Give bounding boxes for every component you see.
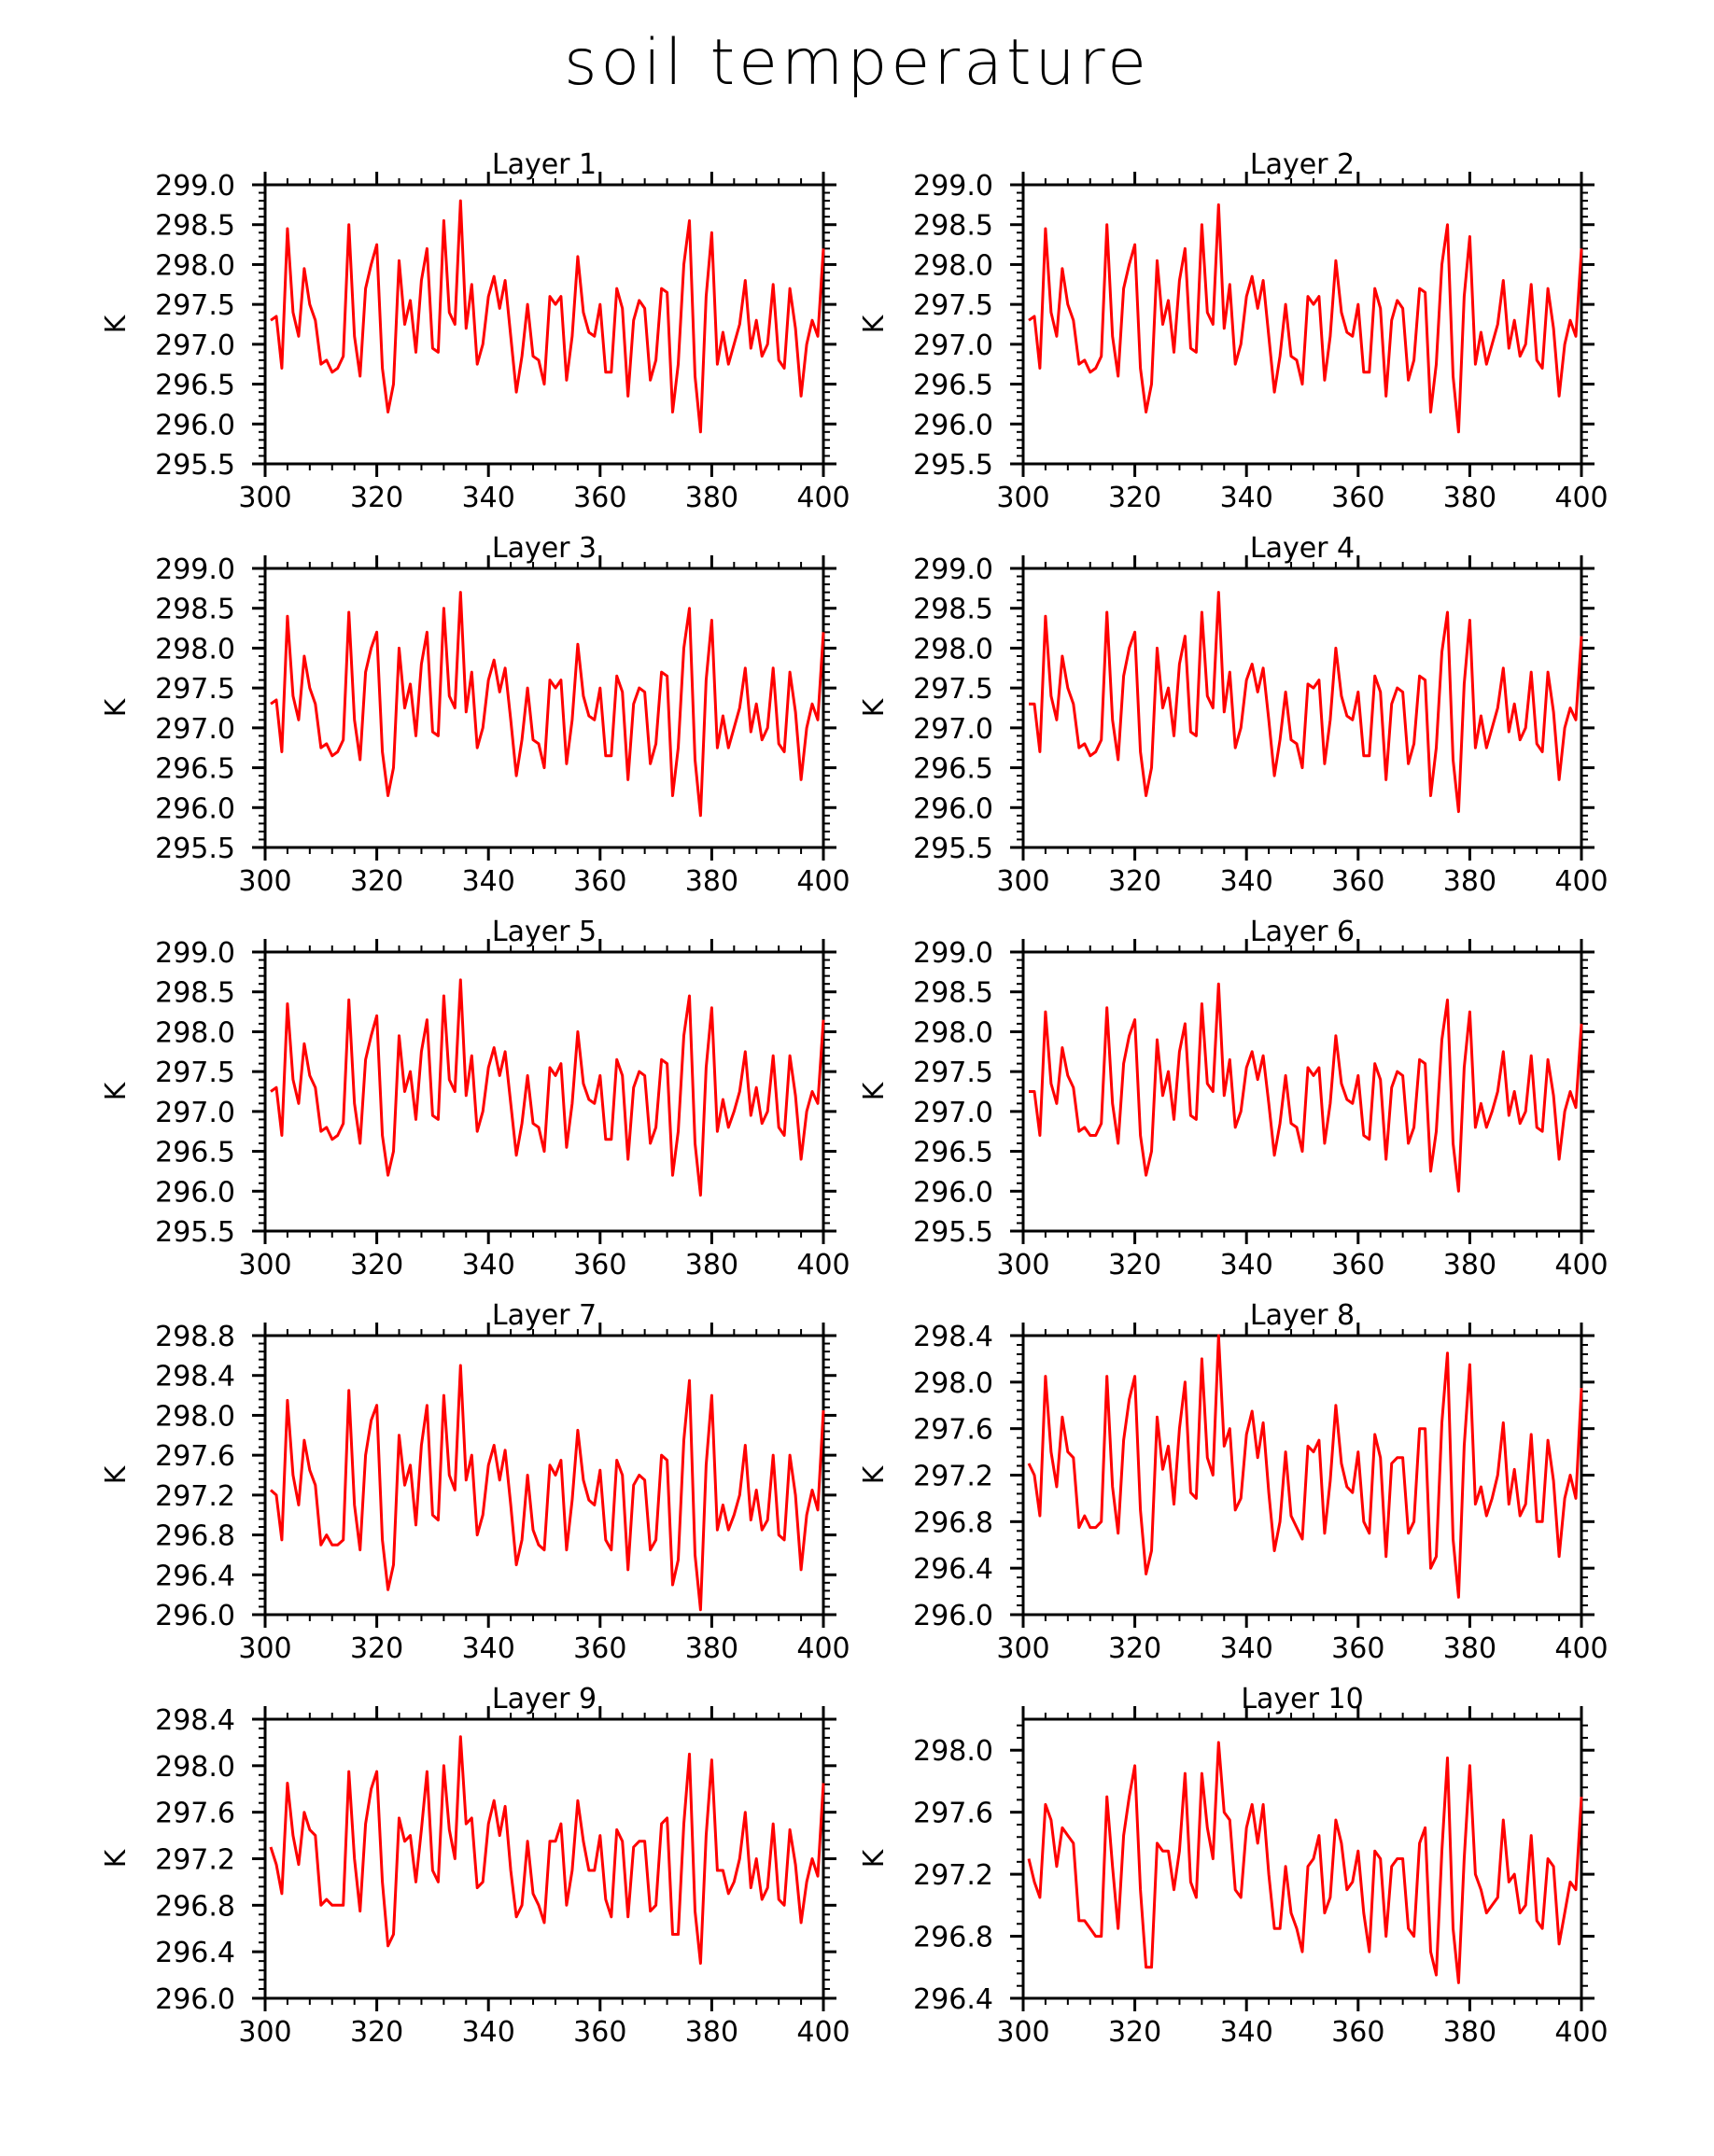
x-tick-label: 400 xyxy=(796,1249,850,1281)
x-tick-label: 380 xyxy=(1442,865,1497,898)
chart-panel-4 xyxy=(858,532,1609,898)
y-tick-label: 298.0 xyxy=(155,1016,235,1050)
y-tick-label: 299.0 xyxy=(913,937,993,970)
panel-title: Layer 7 xyxy=(491,1299,597,1332)
y-tick-label: 296.5 xyxy=(155,1136,235,1169)
x-tick-label: 300 xyxy=(238,1632,292,1665)
x-tick-label: 360 xyxy=(1331,1632,1385,1665)
y-tick-label: 297.0 xyxy=(155,329,235,362)
y-tick-label: 297.0 xyxy=(155,1096,235,1129)
y-tick-label: 295.5 xyxy=(913,1216,993,1249)
x-tick-label: 300 xyxy=(238,482,292,514)
x-tick-label: 340 xyxy=(461,482,515,514)
x-tick-label: 360 xyxy=(1331,865,1385,898)
x-tick-label: 320 xyxy=(1107,482,1162,514)
series-line xyxy=(1029,593,1581,812)
x-tick-label: 360 xyxy=(573,1249,627,1281)
x-tick-label: 400 xyxy=(1554,482,1609,514)
plot-frame xyxy=(265,1336,823,1615)
y-tick-label: 299.0 xyxy=(155,937,235,970)
y-axis-label: K xyxy=(100,1465,133,1485)
y-tick-label: 297.2 xyxy=(155,1479,235,1513)
y-tick-label: 298.4 xyxy=(155,1360,235,1393)
x-tick-label: 340 xyxy=(1219,1249,1273,1281)
x-tick-label: 320 xyxy=(349,2016,404,2049)
chart-panel-3 xyxy=(100,532,850,898)
y-tick-label: 297.0 xyxy=(155,712,235,746)
y-tick-label: 297.6 xyxy=(913,1797,993,1830)
x-tick-label: 400 xyxy=(1554,1632,1609,1665)
y-tick-label: 299.0 xyxy=(155,170,235,203)
y-tick-label: 297.2 xyxy=(913,1859,993,1893)
x-tick-label: 300 xyxy=(996,2016,1050,2049)
y-axis-label: K xyxy=(858,315,891,334)
x-tick-label: 360 xyxy=(1331,2016,1385,2049)
series-line xyxy=(1029,1743,1581,1982)
panel-title: Layer 4 xyxy=(1249,532,1356,565)
chart-panel-1 xyxy=(100,148,850,514)
y-tick-label: 299.0 xyxy=(155,553,235,586)
x-tick-label: 380 xyxy=(1442,2016,1497,2049)
y-tick-label: 298.5 xyxy=(155,209,235,243)
y-tick-label: 296.0 xyxy=(913,1600,993,1632)
y-axis-label: K xyxy=(858,698,891,718)
y-tick-label: 299.0 xyxy=(913,553,993,586)
series-line xyxy=(1029,1336,1581,1597)
y-tick-label: 298.0 xyxy=(155,633,235,666)
x-tick-label: 320 xyxy=(349,1632,404,1665)
series-line xyxy=(1029,984,1581,1191)
y-tick-label: 296.5 xyxy=(913,752,993,786)
x-tick-label: 400 xyxy=(1554,2016,1609,2049)
x-tick-label: 300 xyxy=(238,2016,292,2049)
y-tick-label: 296.8 xyxy=(913,1921,993,1954)
x-tick-label: 340 xyxy=(1219,1632,1273,1665)
y-axis-label: K xyxy=(100,1082,133,1101)
y-tick-label: 296.4 xyxy=(913,1553,993,1587)
x-tick-label: 340 xyxy=(1219,482,1273,514)
y-tick-label: 296.0 xyxy=(155,792,235,826)
panel-title: Layer 10 xyxy=(1241,1683,1364,1715)
x-tick-label: 300 xyxy=(996,1249,1050,1281)
chart-panel-5 xyxy=(100,916,850,1281)
y-axis-label: K xyxy=(858,1849,891,1869)
y-tick-label: 297.5 xyxy=(913,1057,993,1090)
y-tick-label: 296.0 xyxy=(155,1600,235,1632)
y-tick-label: 296.5 xyxy=(913,369,993,402)
y-axis-label: K xyxy=(858,1082,891,1101)
x-tick-label: 400 xyxy=(1554,1249,1609,1281)
panel-title: Layer 6 xyxy=(1249,916,1356,948)
x-tick-label: 340 xyxy=(1219,2016,1273,2049)
chart-panel-6 xyxy=(858,916,1609,1281)
y-tick-label: 297.2 xyxy=(913,1460,993,1493)
series-line xyxy=(271,980,823,1196)
y-tick-label: 296.0 xyxy=(155,1176,235,1210)
x-tick-label: 380 xyxy=(684,1632,739,1665)
x-tick-label: 320 xyxy=(1107,1632,1162,1665)
series-line xyxy=(271,593,823,816)
y-tick-label: 298.5 xyxy=(913,976,993,1010)
x-tick-label: 320 xyxy=(1107,2016,1162,2049)
y-tick-label: 298.0 xyxy=(913,1735,993,1769)
y-tick-label: 298.0 xyxy=(913,1016,993,1050)
series-line xyxy=(271,1737,823,1964)
x-tick-label: 380 xyxy=(684,482,739,514)
y-tick-label: 296.5 xyxy=(155,752,235,786)
x-tick-label: 340 xyxy=(461,865,515,898)
y-tick-label: 296.8 xyxy=(155,1519,235,1553)
y-tick-label: 298.4 xyxy=(913,1321,993,1353)
y-tick-label: 295.5 xyxy=(155,1216,235,1249)
x-tick-label: 360 xyxy=(573,1632,627,1665)
y-tick-label: 296.0 xyxy=(913,1176,993,1210)
y-tick-label: 296.5 xyxy=(155,369,235,402)
x-tick-label: 360 xyxy=(573,2016,627,2049)
y-tick-label: 297.5 xyxy=(155,673,235,707)
panel-title: Layer 9 xyxy=(491,1683,597,1715)
x-tick-label: 320 xyxy=(1107,1249,1162,1281)
x-tick-label: 380 xyxy=(1442,1249,1497,1281)
y-tick-label: 297.2 xyxy=(155,1843,235,1877)
y-tick-label: 297.5 xyxy=(913,673,993,707)
x-tick-label: 380 xyxy=(1442,482,1497,514)
panel-title: Layer 2 xyxy=(1249,148,1356,181)
chart-panel-7 xyxy=(100,1299,850,1665)
x-tick-label: 300 xyxy=(238,1249,292,1281)
x-tick-label: 340 xyxy=(461,2016,515,2049)
y-tick-label: 297.6 xyxy=(913,1413,993,1447)
y-tick-label: 296.5 xyxy=(913,1136,993,1169)
chart-panel-2 xyxy=(858,148,1609,514)
y-axis-label: K xyxy=(858,1465,891,1485)
y-axis-label: K xyxy=(100,315,133,334)
y-tick-label: 298.4 xyxy=(155,1704,235,1737)
y-tick-label: 298.8 xyxy=(155,1321,235,1353)
x-tick-label: 300 xyxy=(996,482,1050,514)
x-tick-label: 400 xyxy=(796,1632,850,1665)
y-tick-label: 299.0 xyxy=(913,170,993,203)
y-tick-label: 296.4 xyxy=(155,1937,235,1970)
y-tick-label: 297.0 xyxy=(913,712,993,746)
y-tick-label: 296.4 xyxy=(155,1560,235,1593)
y-tick-label: 296.0 xyxy=(155,409,235,442)
y-tick-label: 298.0 xyxy=(913,633,993,666)
y-tick-label: 297.0 xyxy=(913,1096,993,1129)
x-tick-label: 380 xyxy=(684,1249,739,1281)
y-tick-label: 297.6 xyxy=(155,1797,235,1830)
y-tick-label: 298.0 xyxy=(913,1366,993,1400)
panel-title: Layer 5 xyxy=(491,916,597,948)
x-tick-label: 400 xyxy=(1554,865,1609,898)
y-tick-label: 295.5 xyxy=(913,833,993,865)
x-tick-label: 400 xyxy=(796,2016,850,2049)
y-tick-label: 298.5 xyxy=(155,593,235,626)
x-tick-label: 380 xyxy=(684,865,739,898)
x-tick-label: 360 xyxy=(573,865,627,898)
y-tick-label: 298.5 xyxy=(155,976,235,1010)
y-tick-label: 297.6 xyxy=(155,1440,235,1474)
chart-panel-10 xyxy=(858,1683,1609,2049)
x-tick-label: 300 xyxy=(238,865,292,898)
x-tick-label: 360 xyxy=(573,482,627,514)
y-tick-label: 296.0 xyxy=(155,1983,235,2016)
y-tick-label: 296.4 xyxy=(913,1983,993,2016)
y-tick-label: 298.5 xyxy=(913,209,993,243)
series-line xyxy=(271,1365,823,1610)
y-tick-label: 297.5 xyxy=(155,1057,235,1090)
panel-title: Layer 3 xyxy=(491,532,597,565)
y-tick-label: 296.8 xyxy=(155,1890,235,1924)
y-tick-label: 298.0 xyxy=(913,249,993,283)
y-axis-label: K xyxy=(100,1849,133,1869)
x-tick-label: 400 xyxy=(796,865,850,898)
series-line xyxy=(1029,204,1581,431)
series-line xyxy=(271,201,823,432)
plot-frame xyxy=(1023,1719,1581,1998)
x-tick-label: 340 xyxy=(461,1249,515,1281)
y-tick-label: 298.0 xyxy=(155,1400,235,1434)
y-tick-label: 295.5 xyxy=(155,833,235,865)
y-tick-label: 296.8 xyxy=(913,1506,993,1540)
y-tick-label: 296.0 xyxy=(913,792,993,826)
y-tick-label: 297.5 xyxy=(155,289,235,323)
y-tick-label: 296.0 xyxy=(913,409,993,442)
x-tick-label: 360 xyxy=(1331,482,1385,514)
x-tick-label: 320 xyxy=(349,1249,404,1281)
x-tick-label: 300 xyxy=(996,865,1050,898)
x-tick-label: 400 xyxy=(796,482,850,514)
x-tick-label: 380 xyxy=(684,2016,739,2049)
panel-title: Layer 8 xyxy=(1249,1299,1356,1332)
y-tick-label: 298.0 xyxy=(155,1750,235,1784)
y-tick-label: 297.0 xyxy=(913,329,993,362)
page-title: soil temperature xyxy=(564,26,1150,100)
y-tick-label: 295.5 xyxy=(913,449,993,482)
x-tick-label: 320 xyxy=(1107,865,1162,898)
chart-panel-8 xyxy=(858,1299,1609,1665)
panel-title: Layer 1 xyxy=(491,148,597,181)
x-tick-label: 300 xyxy=(996,1632,1050,1665)
y-tick-label: 295.5 xyxy=(155,449,235,482)
y-tick-label: 298.0 xyxy=(155,249,235,283)
x-tick-label: 380 xyxy=(1442,1632,1497,1665)
y-tick-label: 298.5 xyxy=(913,593,993,626)
x-tick-label: 320 xyxy=(349,482,404,514)
x-tick-label: 340 xyxy=(461,1632,515,1665)
x-tick-label: 360 xyxy=(1331,1249,1385,1281)
x-tick-label: 320 xyxy=(349,865,404,898)
chart-panel-9 xyxy=(100,1683,850,2049)
x-tick-label: 340 xyxy=(1219,865,1273,898)
y-tick-label: 297.5 xyxy=(913,289,993,323)
y-axis-label: K xyxy=(100,698,133,718)
